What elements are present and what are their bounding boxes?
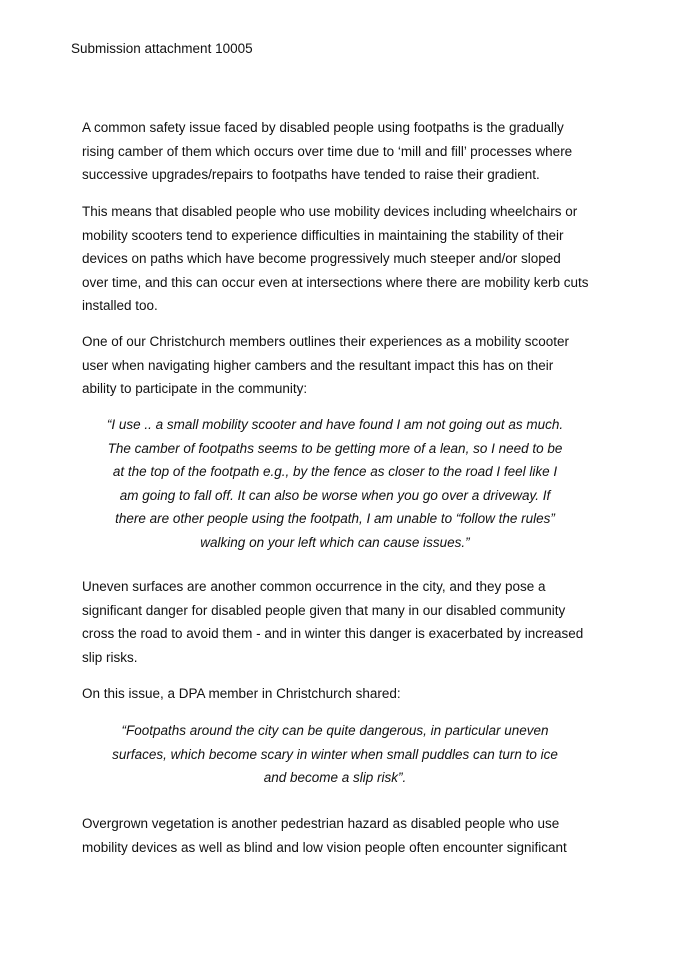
text-line: rising camber of them which occurs over time due to ‘mill and fill’ processes where bbox=[82, 143, 573, 159]
text-line: successive upgrades/repairs to footpaths have tended to raise their gradient. bbox=[82, 167, 540, 183]
paragraph-mill-and-fill bbox=[82, 116, 602, 187]
text-line: A common safety issue faced by disabled people using footpaths is the gradually bbox=[82, 120, 564, 135]
paragraph-uneven-surfaces bbox=[82, 575, 602, 669]
quote-line: walking on your left which can cause issues.” bbox=[200, 534, 470, 550]
quote-line: The camber of footpaths seems to be getting more of a lean, so I need to be bbox=[107, 440, 563, 456]
text-line: Uneven surfaces are another common occurrence in the city, and they pose a bbox=[82, 579, 546, 594]
text-line: On this issue, a DPA member in Christchurch shared: bbox=[82, 686, 401, 701]
quote-footpaths-dangerous bbox=[70, 719, 600, 790]
text-line: over time, and this can occur even at intersections where there are mobility kerb cuts bbox=[82, 274, 589, 290]
paragraph-overgrown-vegetation bbox=[82, 812, 602, 859]
quote-line: “Footpaths around the city can be quite dangerous, in particular uneven bbox=[121, 723, 549, 738]
text-line: installed too. bbox=[82, 298, 158, 314]
quote-line: there are other people using the footpath, I am unable to “follow the rules” bbox=[115, 511, 555, 527]
document-header: Submission attachment 10005 bbox=[71, 41, 253, 56]
text-line: cross the road to avoid them - and in winter this danger is exacerbated by increased bbox=[82, 626, 584, 642]
quote-line: am going to fall off. It can also be worse when you go over a driveway. If bbox=[119, 487, 551, 503]
paragraph-mobility-devices bbox=[82, 200, 602, 318]
quote-line: at the top of the footpath e.g., by the fence as closer to the road I feel like I bbox=[112, 464, 558, 480]
text-line: user when navigating higher cambers and the resultant impact this has on their bbox=[82, 357, 554, 373]
text-line: mobility scooters tend to experience difficulties in maintaining the stability of their bbox=[82, 227, 564, 243]
text-line: significant danger for disabled people given that many in our disabled community bbox=[82, 602, 566, 618]
paragraph-dpa-member bbox=[82, 682, 602, 706]
quote-mobility-scooter bbox=[70, 413, 600, 555]
paragraph-member-experience bbox=[82, 330, 602, 401]
text-line: mobility devices as well as blind and low vision people often encounter significant bbox=[82, 839, 567, 855]
text-line: Overgrown vegetation is another pedestrian hazard as disabled people who use bbox=[82, 816, 560, 831]
text-line: devices on paths which have become progressively much steeper and/or sloped bbox=[82, 251, 561, 267]
quote-line: “I use .. a small mobility scooter and have found I am not going out as much. bbox=[106, 417, 564, 432]
text-line: ability to participate in the community: bbox=[82, 381, 308, 397]
quote-line: and become a slip risk”. bbox=[263, 770, 407, 786]
quote-line: surfaces, which become scary in winter when small puddles can turn to ice bbox=[112, 746, 558, 762]
text-line: This means that disabled people who use mobility devices including wheelchairs or bbox=[82, 204, 578, 219]
text-line: slip risks. bbox=[82, 649, 138, 665]
text-line: One of our Christchurch members outlines their experiences as a mobility scooter bbox=[82, 334, 569, 349]
